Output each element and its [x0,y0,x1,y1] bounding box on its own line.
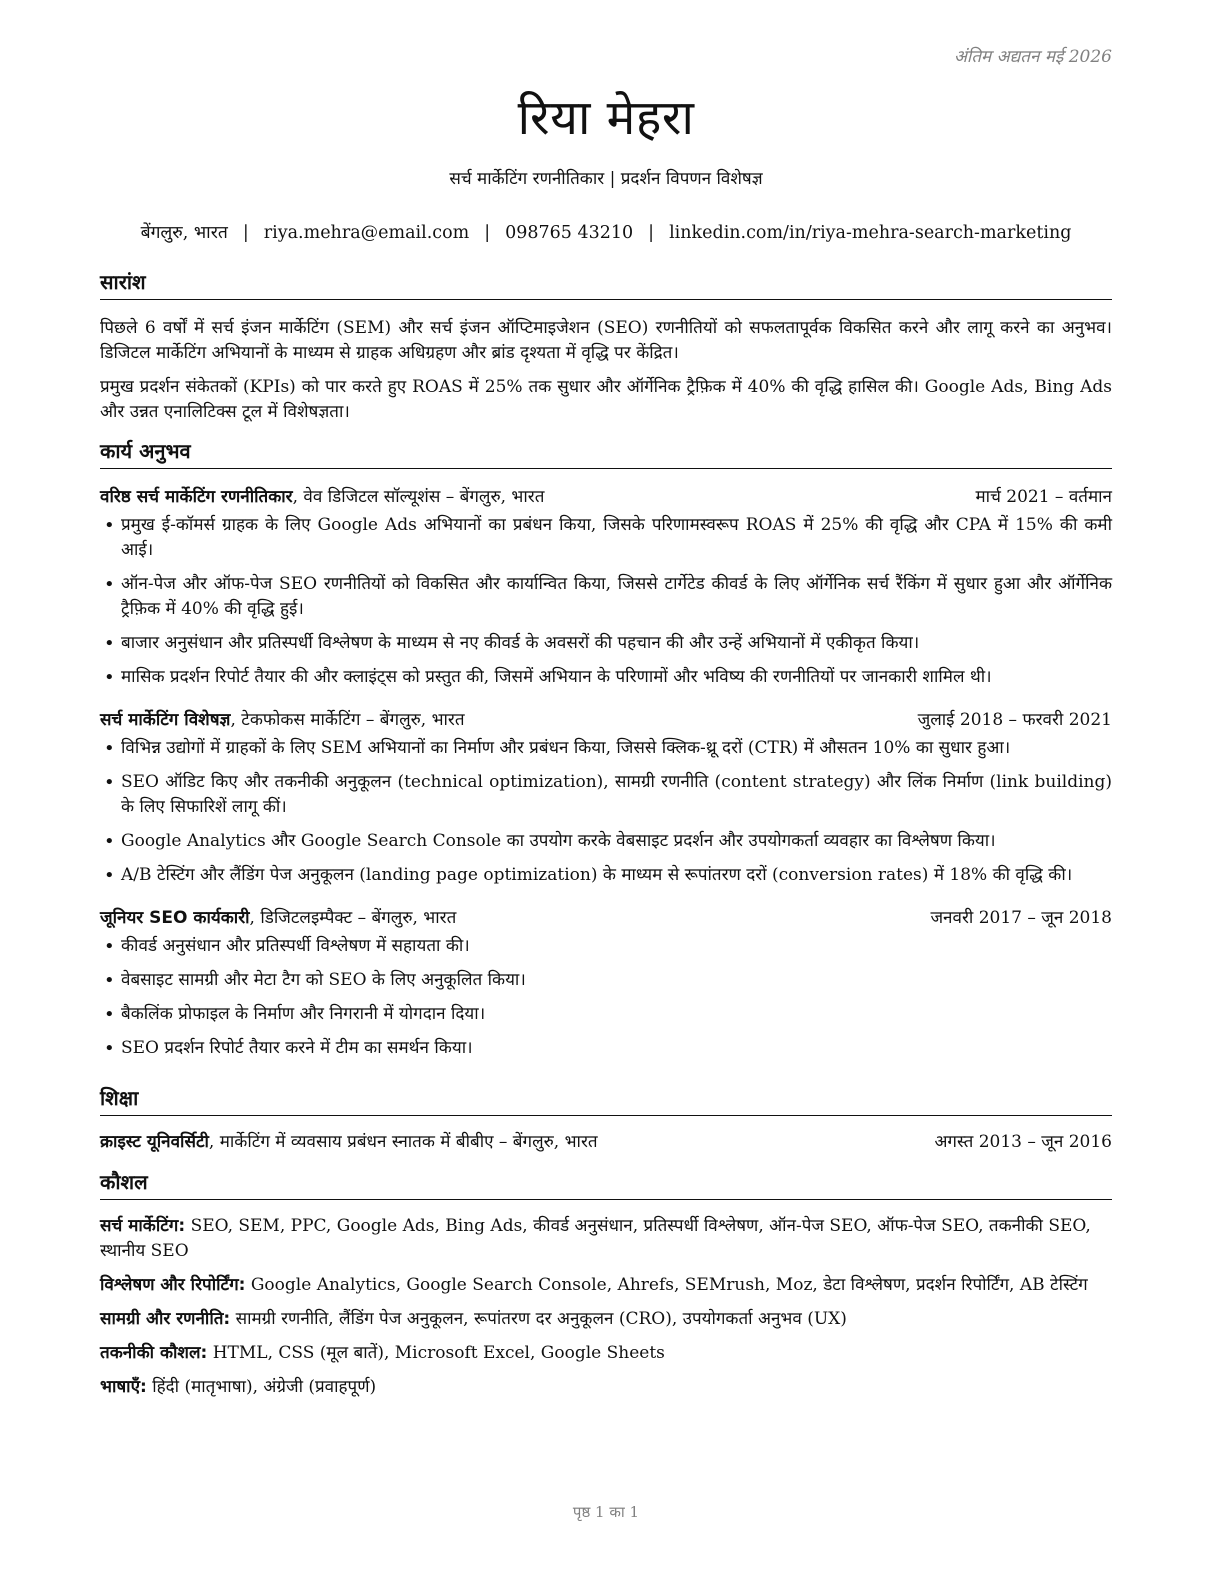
contact-linkedin[interactable]: linkedin.com/in/riya-mehra-search-marketing [669,223,1072,243]
page-number: पृष्ठ 1 का 1 [572,1503,640,1521]
list-item: • SEO ऑडिट किए और तकनीकी अनुकूलन (technical optimization), सामग्री रणनीति (content strategy) और लिंक निर्माण (link building) के लिए सिफारिशें लागू कीं। [100,770,1112,820]
skill-values: SEO, SEM, PPC, Google Ads, Bing Ads, कीवर्ड अनुसंधान, प्रतिस्पर्धी विश्लेषण, ऑन-पेज SEO, ऑफ-पेज SEO, तकनीकी SEO, स्थानीय SEO [100,1216,1091,1261]
list-item: • ऑन-पेज और ऑफ-पेज SEO रणनीतियों को विकसित और कार्यान्वित किया, जिससे टार्गेटेड कीवर्ड के लिए ऑर्गेनिक सर्च रैंकिंग में सुधार हुआ और ऑर्गेनिक ट्रैफ़िक में 40% की वृद्धि हुई। [100,572,1112,622]
skill-label: विश्लेषण और रिपोर्टिंग: [100,1275,246,1295]
education-section [100,1084,1112,1155]
summary-paragraph: प्रमुख प्रदर्शन संकेतकों (KPIs) को पार करते हुए ROAS में 25% तक सुधार और ऑर्गेनिक ट्रैफ़िक में 40% की वृद्धि हासिल की। Google Ads, Bing Ads और उन्नत एनालिटिक्स टूल में विशेषज्ञता। [100,377,1112,422]
job-dates: मार्च 2021 – वर्तमान [975,487,1112,507]
last-updated: अंतिम अद्यतन मई 2026 [953,47,1112,67]
summary-section [100,268,1112,425]
education-heading: शिक्षा [100,1084,1112,1116]
skill-line [100,1273,1112,1298]
job-entry [100,906,1112,1061]
job-dates: जुलाई 2018 – फरवरी 2021 [917,710,1112,730]
list-item: • प्रमुख ई-कॉमर्स ग्राहक के लिए Google Ads अभियानों का प्रबंधन किया, जिसके परिणामस्वरूप ROAS में 25% की वृद्धि और CPA में 15% की कमी आई। [100,513,1112,563]
list-item: • A/B टेस्टिंग और लैंडिंग पेज अनुकूलन (landing page optimization) के माध्यम से रूपांतरण दरों (conversion rates) में 18% की वृद्धि की। [100,863,1112,888]
skill-values: हिंदी (मातृभाषा), अंग्रेजी (प्रवाहपूर्ण) [146,1377,377,1397]
skills-section [100,1168,1112,1400]
skill-label: भाषाएँ: [100,1377,147,1397]
skill-label: सामग्री और रणनीति: [100,1309,231,1329]
job-header [100,906,1112,931]
job-entry [100,485,1112,690]
contact-location: बेंगलुरु, भारत [140,223,228,243]
list-item: • SEO प्रदर्शन रिपोर्ट तैयार करने में टीम का समर्थन किया। [100,1036,1112,1061]
job-bullets [100,736,1112,888]
job-company: , टेकफोकस मार्केटिंग – बेंगलुरु, भारत [230,710,465,730]
summary-paragraph: पिछले 6 वर्षों में सर्च इंजन मार्केटिंग (SEM) और सर्च इंजन ऑप्टिमाइजेशन (SEO) रणनीतियों को सफलतापूर्वक विकसित करने और लागू करने का अनुभव। डिजिटल मार्केटिंग अभियानों के माध्यम से ग्राहक अधिग्रहण और ब्रांड दृश्यता में वृद्धि पर केंद्रित। [100,318,1112,363]
skill-label: सर्च मार्केटिंग: [100,1216,186,1236]
list-item: • कीवर्ड अनुसंधान और प्रतिस्पर्धी विश्लेषण में सहायता की। [100,934,1112,959]
list-item: • विभिन्न उद्योगों में ग्राहकों के लिए SEM अभियानों का निर्माण और प्रबंधन किया, जिससे क्लिक-थ्रू दरों (CTR) में औसतन 10% का सुधार हुआ। [100,736,1112,761]
skill-values: Google Analytics, Google Search Console, Ahrefs, SEMrush, Moz, डेटा विश्लेषण, प्रदर्शन रिपोर्टिंग, AB टेस्टिंग [245,1275,1088,1295]
education-degree: , मार्केटिंग में व्यवसाय प्रबंधन स्नातक में बीबीए – बेंगलुरु, भारत [208,1132,598,1152]
education-entry [100,1130,1112,1155]
job-company: , डिजिटलइम्पैक्ट – बेंगलुरु, भारत [249,908,457,928]
education-school: क्राइस्ट यूनिवर्सिटी [100,1132,209,1152]
job-header [100,485,1112,510]
job-entry [100,708,1112,888]
contact-separator: | [648,223,655,243]
contact-separator: | [484,223,491,243]
skill-line [100,1375,1112,1400]
skill-line [100,1214,1112,1264]
contact-phone[interactable]: 098765 43210 [505,223,634,243]
list-item: • मासिक प्रदर्शन रिपोर्ट तैयार की और क्लाइंट्स को प्रस्तुत की, जिसमें अभियान के परिणामों और भविष्य की रणनीतियों पर जानकारी शामिल थी। [100,665,1112,690]
summary-heading: सारांश [100,268,1112,300]
skill-label: तकनीकी कौशल: [100,1343,208,1363]
job-title: सर्च मार्केटिंग विशेषज्ञ [100,710,231,730]
job-bullets [100,513,1112,690]
candidate-name: रिया मेहरा [517,90,695,146]
list-item: • Google Analytics और Google Search Console का उपयोग करके वेबसाइट प्रदर्शन और उपयोगकर्ता व्यवहार का विश्लेषण किया। [100,829,1112,854]
candidate-subtitle: सर्च मार्केटिंग रणनीतिकार | प्रदर्शन विपणन विशेषज्ञ [449,169,763,189]
education-dates: अगस्त 2013 – जून 2016 [934,1132,1112,1152]
job-header [100,708,1112,733]
skill-values: सामग्री रणनीति, लैंडिंग पेज अनुकूलन, रूपांतरण दर अनुकूलन (CRO), उपयोगकर्ता अनुभव (UX) [230,1309,847,1329]
job-title: जूनियर SEO कार्यकारी [100,908,250,928]
list-item: • वेबसाइट सामग्री और मेटा टैग को SEO के लिए अनुकूलित किया। [100,968,1112,993]
skill-line [100,1341,1112,1366]
skill-line [100,1307,1112,1332]
list-item: • बैकलिंक प्रोफाइल के निर्माण और निगरानी में योगदान दिया। [100,1002,1112,1027]
contact-email[interactable]: riya.mehra@email.com [263,223,470,243]
job-dates: जनवरी 2017 – जून 2018 [930,908,1112,928]
skill-values: HTML, CSS (मूल बातें), Microsoft Excel, Google Sheets [207,1343,665,1363]
experience-section [100,437,1112,1061]
job-company: , वेव डिजिटल सॉल्यूशंस – बेंगलुरु, भारत [292,487,545,507]
contact-line [100,220,1112,244]
resume-page [100,0,1112,1584]
contact-separator: | [242,223,249,243]
skills-heading: कौशल [100,1168,1112,1200]
experience-heading: कार्य अनुभव [100,437,1112,469]
list-item: • बाजार अनुसंधान और प्रतिस्पर्धी विश्लेषण के माध्यम से नए कीवर्ड के अवसरों की पहचान की और उन्हें अभियानों में एकीकृत किया। [100,631,1112,656]
job-bullets [100,934,1112,1061]
job-title: वरिष्ठ सर्च मार्केटिंग रणनीतिकार [100,487,293,507]
